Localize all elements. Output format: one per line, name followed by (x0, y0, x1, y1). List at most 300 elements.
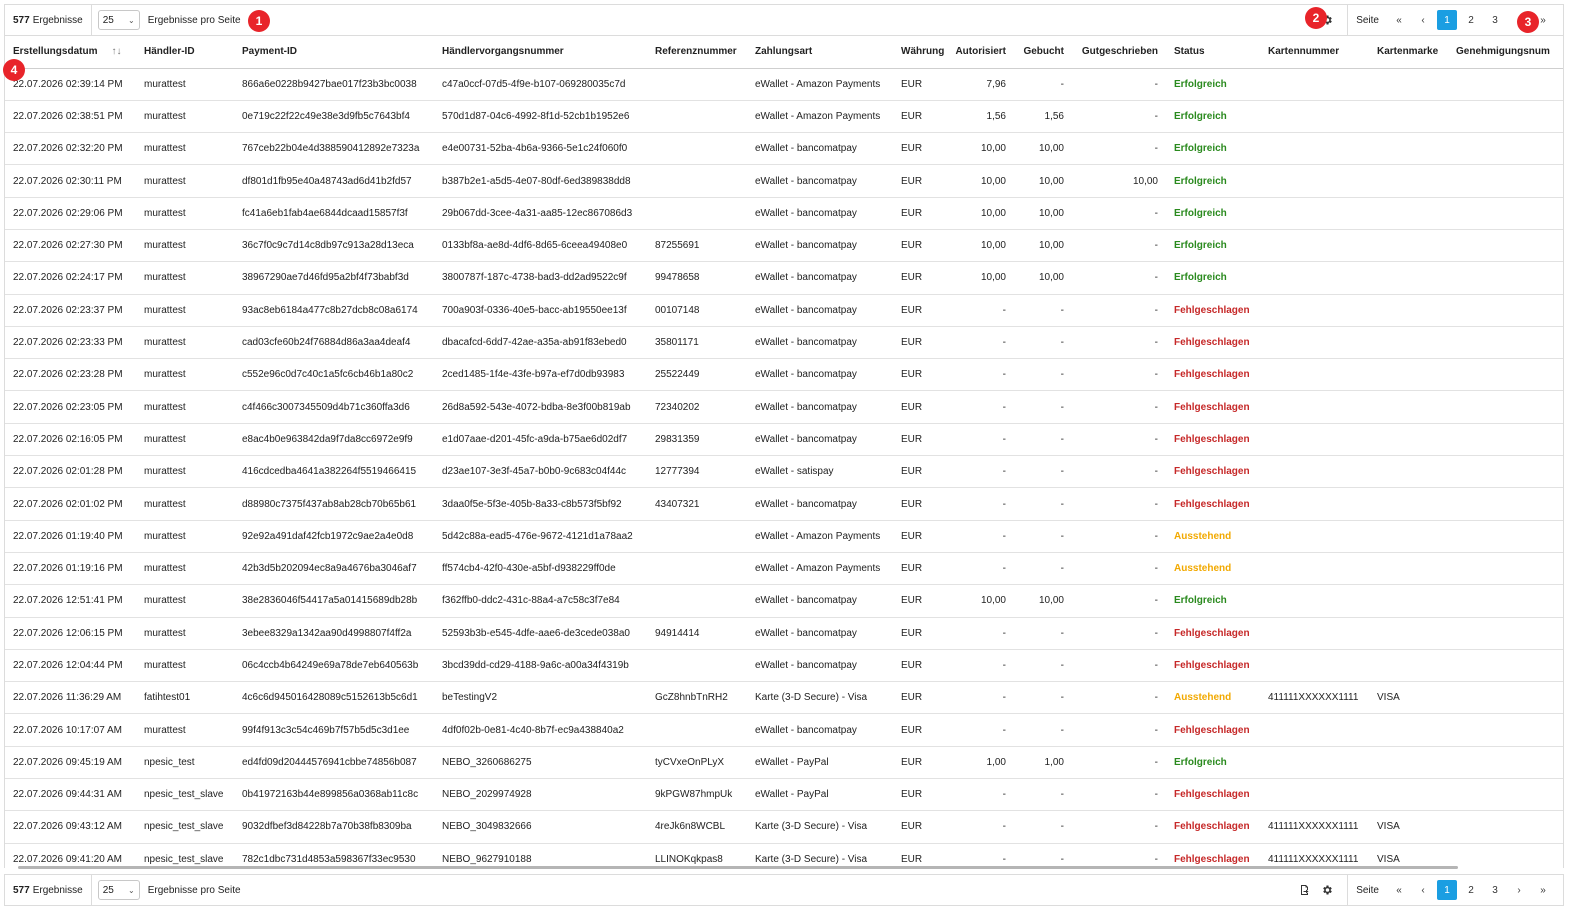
authorized-cell: - (945, 714, 1014, 746)
merchant-id-cell: npesic_test_slave (136, 779, 234, 811)
payment-id-cell: c4f466c3007345509d4b71c360ffa3d6 (234, 391, 434, 423)
approval-number-cell (1448, 391, 1564, 423)
card-brand-cell (1369, 326, 1448, 358)
card-brand-cell (1369, 714, 1448, 746)
card-number-cell (1260, 585, 1369, 617)
authorized-cell: - (945, 779, 1014, 811)
card-brand-cell (1369, 520, 1448, 552)
export-icon[interactable] (1297, 882, 1313, 898)
status-cell: Fehlgeschlagen (1166, 843, 1260, 868)
card-number-cell (1260, 100, 1369, 132)
credited-cell: - (1072, 229, 1166, 261)
authorized-cell: 10,00 (945, 165, 1014, 197)
credited-cell: - (1072, 682, 1166, 714)
result-count-value: 577 (13, 14, 30, 26)
payment-method-cell: eWallet - Amazon Payments (747, 552, 893, 584)
merchant-txn-cell: 3800787f-187c-4738-bad3-dd2ad9522c9f (434, 262, 647, 294)
payment-id-cell: 9032dfbef3d84228b7a70b38fb8309ba (234, 811, 434, 843)
card-number-cell: 411111XXXXXX1111 (1260, 843, 1369, 868)
credited-cell: 10,00 (1072, 165, 1166, 197)
captured-cell: - (1014, 552, 1072, 584)
table-row[interactable] (5, 197, 1564, 229)
currency-cell: EUR (893, 843, 945, 868)
captured-cell: 10,00 (1014, 133, 1072, 165)
currency-cell: EUR (893, 100, 945, 132)
horizontal-scrollbar[interactable] (18, 866, 1458, 869)
table-row[interactable] (5, 488, 1564, 520)
merchant-txn-cell: 4df0f02b-0e81-4c40-8b7f-ec9a438840a2 (434, 714, 647, 746)
table-row[interactable] (5, 359, 1564, 391)
authorized-cell: - (945, 294, 1014, 326)
column-header[interactable]: Genehmigungsnum (1448, 36, 1564, 68)
authorized-cell: - (945, 326, 1014, 358)
payment-method-cell: Karte (3-D Secure) - Visa (747, 682, 893, 714)
first-page-button[interactable]: « (1396, 884, 1402, 896)
approval-number-cell (1448, 585, 1564, 617)
card-brand-cell (1369, 585, 1448, 617)
reference-cell: 35801171 (647, 326, 747, 358)
created-date-cell: 22.07.2026 12:06:15 PM (5, 617, 136, 649)
page-3-button[interactable]: 3 (1492, 884, 1498, 896)
approval-number-cell (1448, 746, 1564, 778)
merchant-id-cell: murattest (136, 165, 234, 197)
payment-id-cell: 99f4f913c3c54c469b7f57b5d5c3d1ee (234, 714, 434, 746)
sort-icon[interactable]: ↑↓ (111, 46, 122, 58)
card-brand-cell (1369, 165, 1448, 197)
approval-number-cell (1448, 262, 1564, 294)
reference-cell (647, 649, 747, 681)
status-cell: Fehlgeschlagen (1166, 456, 1260, 488)
merchant-id-cell: murattest (136, 423, 234, 455)
authorized-cell: - (945, 843, 1014, 868)
captured-cell: - (1014, 488, 1072, 520)
merchant-txn-cell: e1d07aae-d201-45fc-a9da-b75ae6d02df7 (434, 423, 647, 455)
status-cell: Erfolgreich (1166, 262, 1260, 294)
next-page-button[interactable]: › (1517, 884, 1521, 896)
card-brand-cell (1369, 423, 1448, 455)
card-brand-cell: VISA (1369, 682, 1448, 714)
table-row[interactable] (5, 649, 1564, 681)
merchant-txn-cell: e4e00731-52ba-4b6a-9366-5e1c24f060f0 (434, 133, 647, 165)
payment-id-cell: 42b3d5b202094ec8a9a4676ba3046af7 (234, 552, 434, 584)
page-3-button[interactable]: 3 (1492, 14, 1498, 26)
reference-cell: 43407321 (647, 488, 747, 520)
merchant-id-cell: murattest (136, 294, 234, 326)
authorized-cell: - (945, 423, 1014, 455)
currency-cell: EUR (893, 488, 945, 520)
merchant-id-cell: murattest (136, 649, 234, 681)
reference-cell: 72340202 (647, 391, 747, 423)
reference-cell (647, 714, 747, 746)
column-header[interactable]: Payment-ID (234, 36, 434, 68)
card-brand-cell (1369, 552, 1448, 584)
approval-number-cell (1448, 779, 1564, 811)
card-number-cell (1260, 326, 1369, 358)
currency-cell: EUR (893, 391, 945, 423)
currency-cell: EUR (893, 811, 945, 843)
table-row[interactable] (5, 520, 1564, 552)
reference-cell: 99478658 (647, 262, 747, 294)
reference-cell: 29831359 (647, 423, 747, 455)
captured-cell: - (1014, 294, 1072, 326)
payment-method-cell: eWallet - satispay (747, 456, 893, 488)
captured-cell: 10,00 (1014, 229, 1072, 261)
status-cell: Fehlgeschlagen (1166, 617, 1260, 649)
card-brand-cell: VISA (1369, 811, 1448, 843)
table-row[interactable] (5, 100, 1564, 132)
merchant-txn-cell: NEBO_2029974928 (434, 779, 647, 811)
created-date-cell: 22.07.2026 02:24:17 PM (5, 262, 136, 294)
prev-page-button[interactable]: ‹ (1421, 884, 1425, 896)
chevron-down-icon: ⌄ (128, 885, 135, 895)
reference-cell (647, 133, 747, 165)
payment-id-cell: 38967290ae7d46fd95a2bf4f73babf3d (234, 262, 434, 294)
captured-cell: - (1014, 714, 1072, 746)
created-date-cell: 22.07.2026 02:01:02 PM (5, 488, 136, 520)
merchant-txn-cell: NEBO_3049832666 (434, 811, 647, 843)
payment-method-cell: eWallet - bancomatpay (747, 488, 893, 520)
approval-number-cell (1448, 68, 1564, 100)
approval-number-cell (1448, 552, 1564, 584)
table-row[interactable] (5, 133, 1564, 165)
captured-cell: 10,00 (1014, 585, 1072, 617)
table-row[interactable] (5, 391, 1564, 423)
table-row[interactable] (5, 229, 1564, 261)
annotation-badge-4: 4 (3, 59, 25, 81)
credited-cell: - (1072, 779, 1166, 811)
approval-number-cell (1448, 617, 1564, 649)
annotation-badge-1: 1 (248, 10, 270, 32)
payment-id-cell: 06c4ccb4b64249e69a78de7eb640563b (234, 649, 434, 681)
credited-cell: - (1072, 649, 1166, 681)
credited-cell: - (1072, 326, 1166, 358)
created-date-cell: 22.07.2026 02:23:33 PM (5, 326, 136, 358)
merchant-id-cell: murattest (136, 262, 234, 294)
card-brand-cell (1369, 649, 1448, 681)
payment-method-cell: eWallet - Amazon Payments (747, 68, 893, 100)
reference-cell (647, 520, 747, 552)
toolbar-divider (1347, 875, 1348, 905)
approval-number-cell (1448, 488, 1564, 520)
captured-cell: 1,56 (1014, 100, 1072, 132)
reference-cell (647, 165, 747, 197)
merchant-txn-cell: NEBO_3260686275 (434, 746, 647, 778)
merchant-id-cell: npesic_test (136, 746, 234, 778)
table-row[interactable] (5, 552, 1564, 584)
table-row[interactable] (5, 262, 1564, 294)
last-page-button[interactable]: » (1540, 884, 1546, 896)
payment-method-cell: Karte (3-D Secure) - Visa (747, 843, 893, 868)
payment-method-cell: eWallet - bancomatpay (747, 617, 893, 649)
authorized-cell: 1,56 (945, 100, 1014, 132)
created-date-cell: 22.07.2026 02:30:11 PM (5, 165, 136, 197)
card-number-cell (1260, 714, 1369, 746)
page-size-select[interactable] (98, 10, 140, 30)
result-count-label: Ergebnisse (32, 884, 83, 896)
approval-number-cell (1448, 649, 1564, 681)
credited-cell: - (1072, 133, 1166, 165)
currency-cell: EUR (893, 262, 945, 294)
card-number-cell: 411111XXXXXX1111 (1260, 811, 1369, 843)
column-header[interactable]: Währung (893, 36, 945, 68)
card-brand-cell (1369, 262, 1448, 294)
column-header[interactable] (5, 36, 136, 68)
approval-number-cell (1448, 133, 1564, 165)
status-cell: Fehlgeschlagen (1166, 391, 1260, 423)
column-header[interactable]: Gebucht (1014, 36, 1072, 68)
authorized-cell: 10,00 (945, 585, 1014, 617)
merchant-id-cell: murattest (136, 552, 234, 584)
status-cell: Ausstehend (1166, 520, 1260, 552)
created-date-cell: 22.07.2026 10:17:07 AM (5, 714, 136, 746)
captured-cell: - (1014, 617, 1072, 649)
captured-cell: - (1014, 68, 1072, 100)
prev-page-button[interactable]: ‹ (1421, 14, 1425, 26)
page-size-select[interactable] (98, 880, 140, 900)
card-number-cell (1260, 456, 1369, 488)
payment-id-cell: 866a6e0228b9427bae017f23b3bc0038 (234, 68, 434, 100)
column-header[interactable]: Zahlungsart (747, 36, 893, 68)
merchant-txn-cell: 700a903f-0336-40e5-bacc-ab19550ee13f (434, 294, 647, 326)
payment-method-cell: eWallet - bancomatpay (747, 165, 893, 197)
credited-cell: - (1072, 391, 1166, 423)
approval-number-cell (1448, 423, 1564, 455)
table-row[interactable] (5, 456, 1564, 488)
annotation-badge-2: 2 (1305, 7, 1327, 29)
payment-method-cell: eWallet - bancomatpay (747, 423, 893, 455)
authorized-cell: - (945, 649, 1014, 681)
payment-method-cell: Karte (3-D Secure) - Visa (747, 811, 893, 843)
merchant-txn-cell: b387b2e1-a5d5-4e07-80df-6ed389838dd8 (434, 165, 647, 197)
credited-cell: - (1072, 197, 1166, 229)
merchant-id-cell: murattest (136, 197, 234, 229)
created-date-cell: 22.07.2026 02:29:06 PM (5, 197, 136, 229)
merchant-id-cell: murattest (136, 520, 234, 552)
payment-method-cell: eWallet - PayPal (747, 779, 893, 811)
reference-cell (647, 197, 747, 229)
page-1-button[interactable]: 1 (1437, 10, 1457, 30)
page-2-button[interactable]: 2 (1468, 14, 1474, 26)
card-number-cell (1260, 165, 1369, 197)
authorized-cell: 10,00 (945, 133, 1014, 165)
status-cell: Ausstehend (1166, 552, 1260, 584)
table-row[interactable] (5, 682, 1564, 714)
reference-cell: 4reJk6n8WCBL (647, 811, 747, 843)
credited-cell: - (1072, 746, 1166, 778)
currency-cell: EUR (893, 682, 945, 714)
column-header[interactable]: Händler-ID (136, 36, 234, 68)
reference-cell: 12777394 (647, 456, 747, 488)
payment-method-cell: eWallet - bancomatpay (747, 294, 893, 326)
payment-method-cell: eWallet - Amazon Payments (747, 100, 893, 132)
currency-cell: EUR (893, 617, 945, 649)
table-row[interactable] (5, 326, 1564, 358)
reference-cell: 94914414 (647, 617, 747, 649)
created-date-cell: 22.07.2026 02:23:37 PM (5, 294, 136, 326)
captured-cell: - (1014, 779, 1072, 811)
currency-cell: EUR (893, 197, 945, 229)
currency-cell: EUR (893, 585, 945, 617)
credited-cell: - (1072, 585, 1166, 617)
reference-cell: GcZ8hnbTnRH2 (647, 682, 747, 714)
merchant-id-cell: npesic_test_slave (136, 811, 234, 843)
table-row[interactable] (5, 617, 1564, 649)
page-size-value: 25 (102, 14, 114, 26)
bottom-toolbar (4, 874, 1564, 906)
table-row[interactable] (5, 165, 1564, 197)
payment-method-cell: eWallet - bancomatpay (747, 391, 893, 423)
table-row[interactable] (5, 68, 1564, 100)
reference-cell (647, 100, 747, 132)
merchant-txn-cell: ff574cb4-42f0-430e-a5bf-d938229ff0de (434, 552, 647, 584)
table-row[interactable] (5, 423, 1564, 455)
page-2-button[interactable]: 2 (1468, 884, 1474, 896)
payment-id-cell: d88980c7375f437ab8ab28cb70b65b61 (234, 488, 434, 520)
table-row[interactable] (5, 585, 1564, 617)
card-number-cell (1260, 294, 1369, 326)
merchant-id-cell: murattest (136, 488, 234, 520)
created-date-cell: 22.07.2026 12:04:44 PM (5, 649, 136, 681)
card-number-cell (1260, 359, 1369, 391)
created-date-cell: 22.07.2026 02:23:05 PM (5, 391, 136, 423)
credited-cell: - (1072, 262, 1166, 294)
currency-cell: EUR (893, 552, 945, 584)
table-row[interactable] (5, 811, 1564, 843)
credited-cell: - (1072, 520, 1166, 552)
credited-cell: - (1072, 100, 1166, 132)
payment-id-cell: 416cdcedba4641a382264f5519466415 (234, 456, 434, 488)
status-cell: Fehlgeschlagen (1166, 811, 1260, 843)
authorized-cell: - (945, 682, 1014, 714)
created-date-cell: 22.07.2026 02:39:14 PM (5, 68, 136, 100)
currency-cell: EUR (893, 133, 945, 165)
annotation-badge-3: 3 (1517, 11, 1539, 33)
payment-id-cell: df801d1fb95e40a48743ad6d41b2fd57 (234, 165, 434, 197)
column-header[interactable]: Gutgeschrieben (1072, 36, 1166, 68)
column-header[interactable]: Autorisiert (945, 36, 1014, 68)
merchant-id-cell: murattest (136, 585, 234, 617)
captured-cell: - (1014, 423, 1072, 455)
created-date-cell: 22.07.2026 01:19:16 PM (5, 552, 136, 584)
column-header[interactable]: Kartenmarke (1369, 36, 1448, 68)
card-number-cell (1260, 779, 1369, 811)
payment-id-cell: cad03cfe60b24f76884d86a3aa4deaf4 (234, 326, 434, 358)
table-row[interactable] (5, 746, 1564, 778)
credited-cell: - (1072, 359, 1166, 391)
currency-cell: EUR (893, 714, 945, 746)
captured-cell: - (1014, 326, 1072, 358)
currency-cell: EUR (893, 649, 945, 681)
credited-cell: - (1072, 811, 1166, 843)
currency-cell: EUR (893, 423, 945, 455)
captured-cell: - (1014, 843, 1072, 868)
authorized-cell: - (945, 488, 1014, 520)
approval-number-cell (1448, 197, 1564, 229)
transactions-table-container[interactable] (4, 36, 1564, 868)
table-row[interactable] (5, 294, 1564, 326)
merchant-id-cell: murattest (136, 229, 234, 261)
currency-cell: EUR (893, 520, 945, 552)
page-size-value: 25 (102, 884, 114, 896)
created-date-cell: 22.07.2026 09:43:12 AM (5, 811, 136, 843)
merchant-id-cell: murattest (136, 326, 234, 358)
card-number-cell (1260, 552, 1369, 584)
column-header[interactable]: Status (1166, 36, 1260, 68)
payment-id-cell: fc41a6eb1fab4ae6844dcaad15857f3f (234, 197, 434, 229)
created-date-cell: 22.07.2026 09:45:19 AM (5, 746, 136, 778)
created-date-cell: 22.07.2026 02:27:30 PM (5, 229, 136, 261)
approval-number-cell (1448, 294, 1564, 326)
authorized-cell: 10,00 (945, 262, 1014, 294)
gear-icon[interactable] (1319, 882, 1335, 898)
created-date-cell: 22.07.2026 11:36:29 AM (5, 682, 136, 714)
card-brand-cell (1369, 779, 1448, 811)
table-row[interactable] (5, 779, 1564, 811)
payment-method-cell: eWallet - bancomatpay (747, 714, 893, 746)
merchant-txn-cell: 29b067dd-3cee-4a31-aa85-12ec867086d3 (434, 197, 647, 229)
authorized-cell: - (945, 617, 1014, 649)
credited-cell: - (1072, 423, 1166, 455)
card-brand-cell (1369, 488, 1448, 520)
first-page-button[interactable]: « (1396, 14, 1402, 26)
status-cell: Fehlgeschlagen (1166, 488, 1260, 520)
card-number-cell (1260, 423, 1369, 455)
approval-number-cell (1448, 811, 1564, 843)
approval-number-cell (1448, 843, 1564, 868)
merchant-txn-cell: c47a0ccf-07d5-4f9e-b107-069280035c7d (434, 68, 647, 100)
payment-id-cell: 36c7f0c9c7d14c8db97c913a28d13eca (234, 229, 434, 261)
reference-cell (647, 68, 747, 100)
card-number-cell (1260, 133, 1369, 165)
card-brand-cell (1369, 197, 1448, 229)
credited-cell: - (1072, 68, 1166, 100)
credited-cell: - (1072, 714, 1166, 746)
merchant-txn-cell: beTestingV2 (434, 682, 647, 714)
merchant-txn-cell: 5d42c88a-ead5-476e-9672-4121d1a78aa2 (434, 520, 647, 552)
status-cell: Fehlgeschlagen (1166, 359, 1260, 391)
payment-method-cell: eWallet - Amazon Payments (747, 520, 893, 552)
card-brand-cell: VISA (1369, 843, 1448, 868)
card-brand-cell (1369, 456, 1448, 488)
result-count-label: Ergebnisse (32, 14, 83, 26)
table-row[interactable] (5, 843, 1564, 868)
column-header[interactable]: Kartennummer (1260, 36, 1369, 68)
top-toolbar (4, 4, 1564, 36)
payment-method-cell: eWallet - bancomatpay (747, 197, 893, 229)
column-header[interactable]: Händlervorgangsnummer (434, 36, 647, 68)
approval-number-cell (1448, 456, 1564, 488)
currency-cell: EUR (893, 456, 945, 488)
card-brand-cell (1369, 391, 1448, 423)
merchant-txn-cell: 2ced1485-1f4e-43fe-b97a-ef7d0db93983 (434, 359, 647, 391)
payment-method-cell: eWallet - PayPal (747, 746, 893, 778)
result-count (5, 875, 92, 905)
created-date-cell: 22.07.2026 01:19:40 PM (5, 520, 136, 552)
page-1-button[interactable]: 1 (1437, 880, 1457, 900)
authorized-cell: 1,00 (945, 746, 1014, 778)
created-date-cell: 22.07.2026 09:41:20 AM (5, 843, 136, 868)
authorized-cell: - (945, 456, 1014, 488)
captured-cell: - (1014, 520, 1072, 552)
table-row[interactable] (5, 714, 1564, 746)
captured-cell: - (1014, 649, 1072, 681)
payment-id-cell: 93ac8eb6184a477c8b27dcb8c08a6174 (234, 294, 434, 326)
payment-id-cell: 3ebee8329a1342aa90d4998807f4ff2a (234, 617, 434, 649)
approval-number-cell (1448, 682, 1564, 714)
payment-method-cell: eWallet - bancomatpay (747, 649, 893, 681)
last-page-button[interactable]: » (1540, 14, 1546, 26)
column-header[interactable]: Referenznummer (647, 36, 747, 68)
